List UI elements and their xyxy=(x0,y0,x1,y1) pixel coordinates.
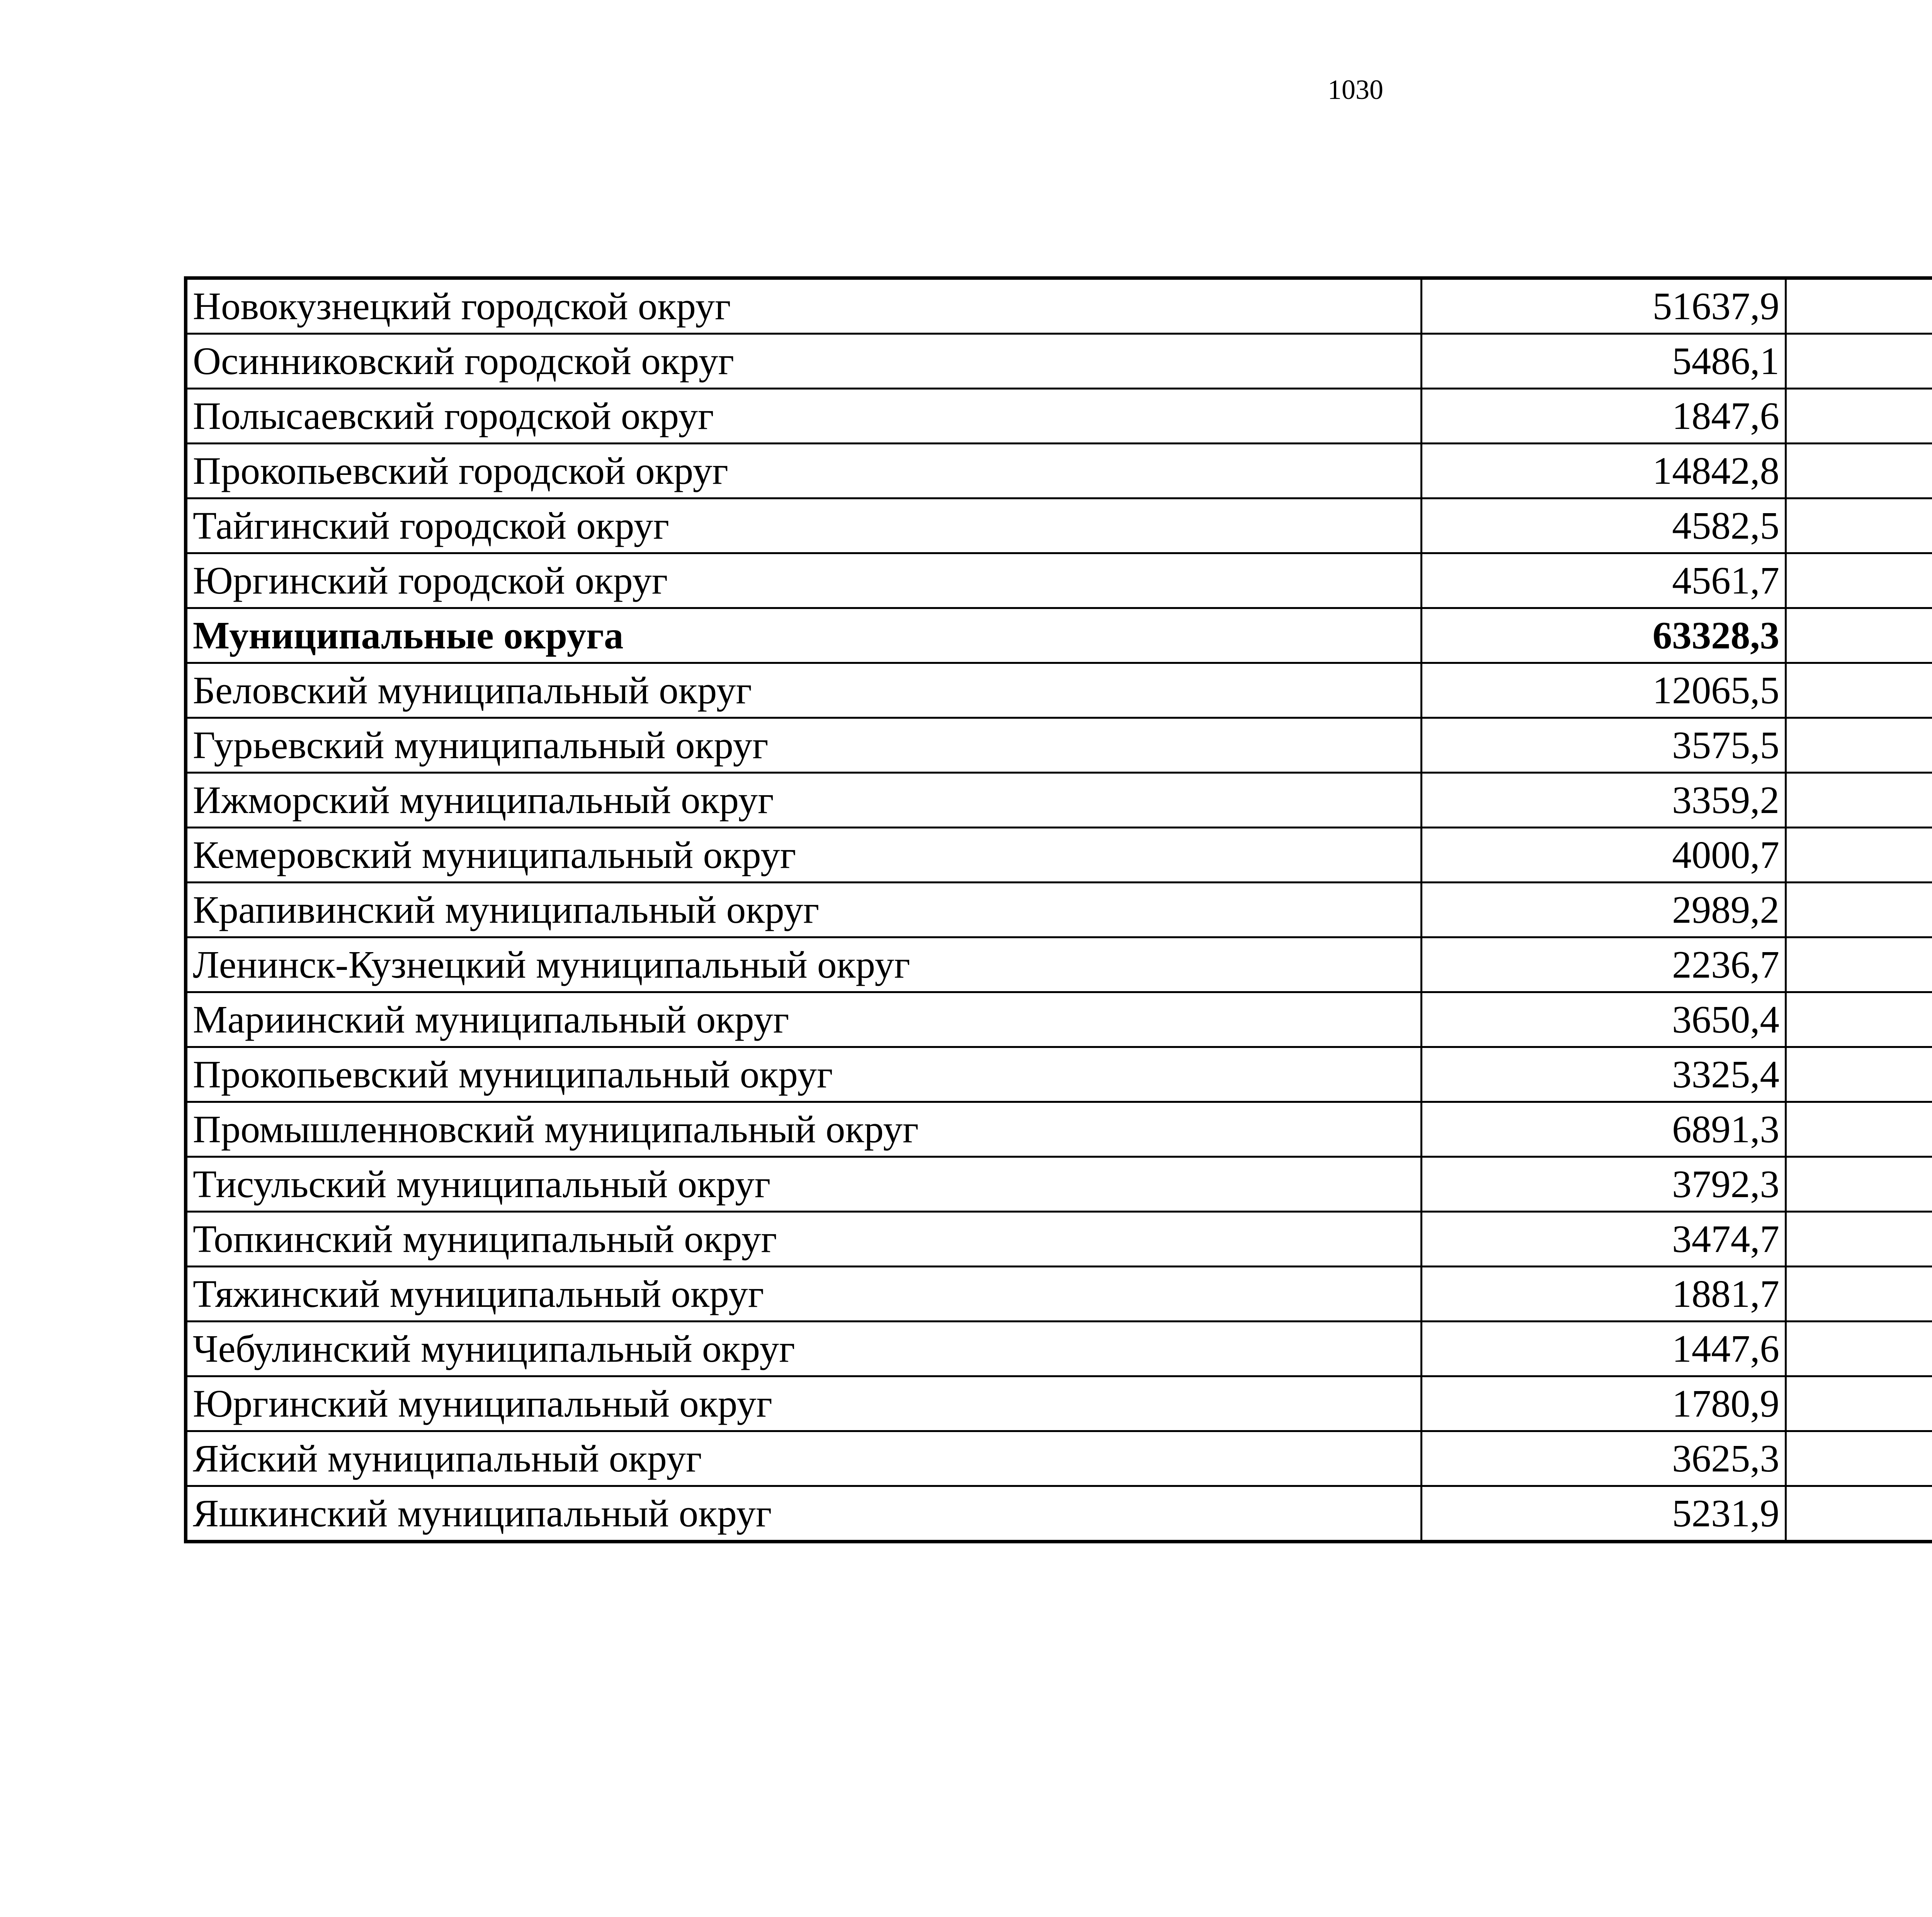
row-name-cell: Тисульский муниципальный округ xyxy=(186,1157,1422,1212)
row-value-2-cell xyxy=(1786,278,1932,334)
row-value-1-cell: 4561,7 xyxy=(1422,553,1786,608)
table-row xyxy=(186,1267,1932,1322)
row-value-1-cell: 3650,4 xyxy=(1422,992,1786,1047)
row-name-cell: Юргинский муниципальный округ xyxy=(186,1376,1422,1431)
row-value-1-cell: 14842,8 xyxy=(1422,444,1786,498)
table-row xyxy=(186,1431,1932,1486)
row-value-2-cell xyxy=(1786,992,1932,1047)
table-row xyxy=(186,1047,1932,1102)
row-name-cell: Кемеровский муниципальный округ xyxy=(186,828,1422,883)
table-row xyxy=(186,992,1932,1047)
row-name-cell: Тяжинский муниципальный округ xyxy=(186,1267,1422,1322)
table-row xyxy=(186,498,1932,553)
row-name-cell: Топкинский муниципальный округ xyxy=(186,1212,1422,1267)
row-value-2-cell xyxy=(1786,1486,1932,1542)
row-value-1-cell: 3325,4 xyxy=(1422,1047,1786,1102)
row-name-cell: Ижморский муниципальный округ xyxy=(186,773,1422,828)
page-number: 1030 xyxy=(1328,74,1383,105)
row-value-2-cell xyxy=(1786,937,1932,992)
row-value-1-cell: 51637,9 xyxy=(1422,278,1786,334)
row-name-cell: Ленинск-Кузнецкий муниципальный округ xyxy=(186,937,1422,992)
row-name-cell: Чебулинский муниципальный округ xyxy=(186,1322,1422,1376)
row-name-cell: Новокузнецкий городской округ xyxy=(186,278,1422,334)
table-row xyxy=(186,1212,1932,1267)
row-value-1-cell: 2989,2 xyxy=(1422,883,1786,937)
row-value-2-cell xyxy=(1786,553,1932,608)
row-value-2-cell xyxy=(1786,334,1932,389)
table-row xyxy=(186,1102,1932,1157)
table-row xyxy=(186,389,1932,444)
row-name-cell: Тайгинский городской округ xyxy=(186,498,1422,553)
row-name-cell: Яшкинский муниципальный округ xyxy=(186,1486,1422,1542)
row-name-cell: Муниципальные округа xyxy=(186,608,1422,663)
row-value-1-cell: 1881,7 xyxy=(1422,1267,1786,1322)
row-value-2-cell xyxy=(1786,1047,1932,1102)
row-value-2-cell xyxy=(1786,1102,1932,1157)
row-value-2-cell xyxy=(1786,1157,1932,1212)
row-name-cell: Осинниковский городской округ xyxy=(186,334,1422,389)
row-value-1-cell: 2236,7 xyxy=(1422,937,1786,992)
row-value-2-cell xyxy=(1786,444,1932,498)
row-name-cell: Прокопьевский городской округ xyxy=(186,444,1422,498)
row-name-cell: Гурьевский муниципальный округ xyxy=(186,718,1422,773)
table-body xyxy=(186,278,1932,1542)
row-value-1-cell: 4582,5 xyxy=(1422,498,1786,553)
table-row xyxy=(186,937,1932,992)
table-row xyxy=(186,278,1932,334)
row-value-1-cell: 1780,9 xyxy=(1422,1376,1786,1431)
row-value-2-cell xyxy=(1786,498,1932,553)
row-value-1-cell: 4000,7 xyxy=(1422,828,1786,883)
table-row xyxy=(186,553,1932,608)
row-value-2-cell xyxy=(1786,1376,1932,1431)
row-value-2-cell xyxy=(1786,718,1932,773)
row-value-2-cell xyxy=(1786,1267,1932,1322)
row-value-1-cell: 3359,2 xyxy=(1422,773,1786,828)
table-row xyxy=(186,1322,1932,1376)
row-name-cell: Мариинский муниципальный округ xyxy=(186,992,1422,1047)
row-name-cell: Прокопьевский муниципальный округ xyxy=(186,1047,1422,1102)
row-value-2-cell xyxy=(1786,773,1932,828)
row-value-1-cell: 12065,5 xyxy=(1422,663,1786,718)
row-value-2-cell xyxy=(1786,883,1932,937)
row-value-2-cell xyxy=(1786,663,1932,718)
row-value-2-cell xyxy=(1786,389,1932,444)
row-value-2-cell xyxy=(1786,608,1932,663)
table-row xyxy=(186,663,1932,718)
table-row xyxy=(186,334,1932,389)
row-value-1-cell: 3575,5 xyxy=(1422,718,1786,773)
row-value-1-cell: 3625,3 xyxy=(1422,1431,1786,1486)
row-value-2-cell xyxy=(1786,828,1932,883)
row-value-1-cell: 3792,3 xyxy=(1422,1157,1786,1212)
row-name-cell: Промышленновский муниципальный округ xyxy=(186,1102,1422,1157)
row-name-cell: Беловский муниципальный округ xyxy=(186,663,1422,718)
table-row xyxy=(186,773,1932,828)
table-row xyxy=(186,1157,1932,1212)
row-name-cell: Полысаевский городской округ xyxy=(186,389,1422,444)
row-value-2-cell xyxy=(1786,1212,1932,1267)
table-row xyxy=(186,1486,1932,1542)
table-row xyxy=(186,608,1932,663)
table-row xyxy=(186,828,1932,883)
row-value-1-cell: 63328,3 xyxy=(1422,608,1786,663)
row-value-1-cell: 5231,9 xyxy=(1422,1486,1786,1542)
row-name-cell: Юргинский городской округ xyxy=(186,553,1422,608)
table-row xyxy=(186,883,1932,937)
table-row xyxy=(186,718,1932,773)
row-name-cell: Крапивинский муниципальный округ xyxy=(186,883,1422,937)
row-value-1-cell: 1447,6 xyxy=(1422,1322,1786,1376)
data-table xyxy=(184,276,1932,1543)
row-value-1-cell: 6891,3 xyxy=(1422,1102,1786,1157)
row-name-cell: Яйский муниципальный округ xyxy=(186,1431,1422,1486)
row-value-1-cell: 5486,1 xyxy=(1422,334,1786,389)
row-value-2-cell xyxy=(1786,1431,1932,1486)
table-row xyxy=(186,1376,1932,1431)
table-row xyxy=(186,444,1932,498)
row-value-1-cell: 3474,7 xyxy=(1422,1212,1786,1267)
row-value-2-cell xyxy=(1786,1322,1932,1376)
row-value-1-cell: 1847,6 xyxy=(1422,389,1786,444)
